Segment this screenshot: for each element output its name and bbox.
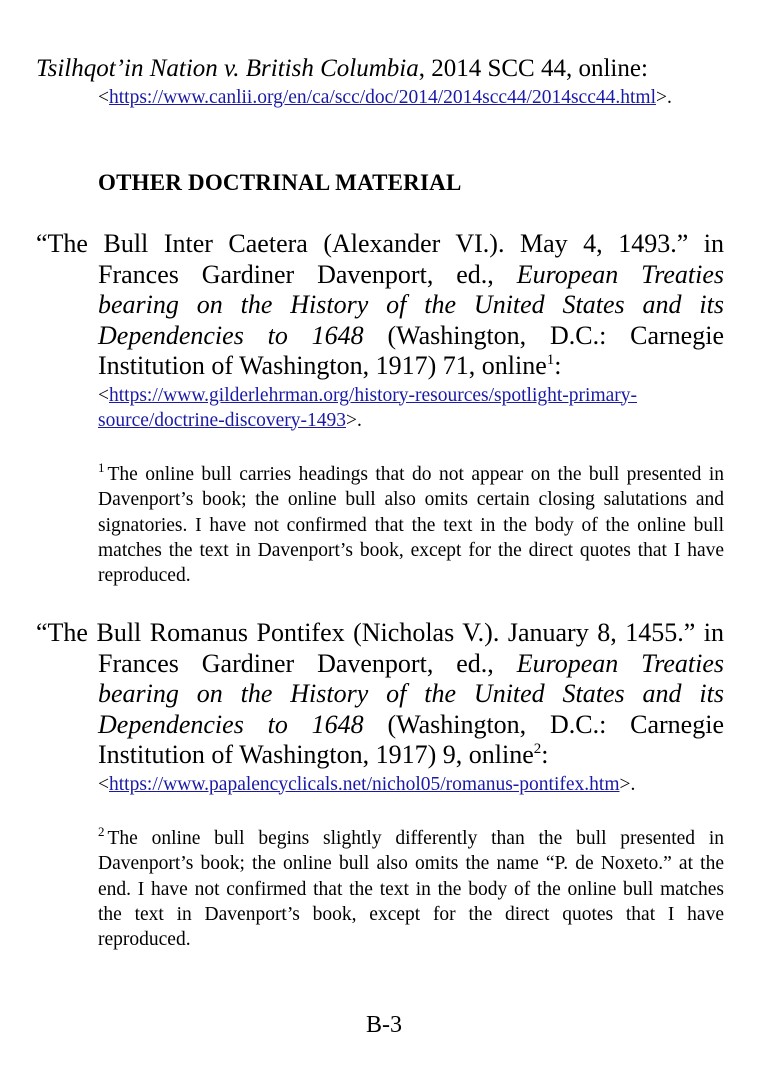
footnote-2 bbox=[98, 826, 724, 952]
inter-caetera-publication: (Washington, D.C.: Carnegie Institution of Washington, 1917) 71, online bbox=[98, 320, 724, 380]
gilderlehrman-link[interactable]: https://www.gilderlehrman.org/history-resources/spotlight-primary-source/doctrine-discovery-1493 bbox=[98, 384, 638, 431]
url-line-tsilhqotin bbox=[98, 85, 724, 110]
romanus-pontifex-book-title: European Treaties bearing on the History of the United States and its Dependencies to 1648 bbox=[98, 648, 724, 739]
url-open-bracket: < bbox=[98, 384, 109, 406]
page-number: B-3 bbox=[366, 1012, 402, 1038]
url-open-bracket: < bbox=[98, 87, 109, 108]
url-close-bracket: >. bbox=[346, 409, 362, 431]
url-open-bracket: < bbox=[98, 773, 109, 795]
romanus-pontifex-colon: : bbox=[541, 740, 549, 769]
url-line-romanus-pontifex bbox=[98, 772, 724, 797]
inter-caetera-title: “The Bull Inter Caetera (Alexander VI.). May 4, 1493.” in Frances Gardiner Davenport, ed., bbox=[36, 229, 724, 289]
url-line-inter-caetera bbox=[98, 383, 724, 433]
reference-romanus-pontifex bbox=[36, 618, 724, 797]
footnote-ref-2[interactable]: 2 bbox=[533, 741, 542, 757]
section-heading: OTHER DOCTRINAL MATERIAL bbox=[98, 170, 462, 195]
footnote-number: 2 bbox=[98, 824, 105, 839]
inter-caetera-colon: : bbox=[554, 351, 562, 380]
reference-tsilhqotin bbox=[36, 54, 724, 110]
reference-inter-caetera bbox=[36, 229, 724, 433]
papalencyclicals-link[interactable]: https://www.papalencyclicals.net/nichol05/romanus-pontifex.htm bbox=[109, 773, 620, 795]
canlii-link[interactable]: https://www.canlii.org/en/ca/scc/doc/2014/2014scc44/2014scc44.html bbox=[109, 87, 656, 108]
footnote-number: 1 bbox=[98, 460, 105, 475]
case-name: Tsilhqot’in Nation v. British Columbia bbox=[36, 55, 419, 82]
footnote-ref-1[interactable]: 1 bbox=[546, 352, 555, 368]
romanus-pontifex-publication: (Washington, D.C.: Carnegie Institution of Washington, 1917) 9, online bbox=[98, 709, 724, 769]
case-citation: , 2014 SCC 44, online: bbox=[418, 55, 648, 82]
inter-caetera-book-title: European Treaties bearing on the History of the United States and its Dependencies to 1648 bbox=[98, 259, 724, 350]
footnote-text: The online bull carries headings that do not appear on the bull presented in Davenport’s book; the online bull also omits certain closing salutations and signatories. I have not confirmed that the text in the body of the online bull matches the text in Davenport’s book, except for the direct quotes that I have reproduced. bbox=[98, 464, 724, 587]
footnote-text: The online bull begins slightly differently than the bull presented in Davenport’s book; the online bull also omits the name “P. de Noxeto.” at the end. I have not confirmed that the text in the body of the online bull matches the text in Davenport’s book, except for the direct quotes that I have reproduced. bbox=[98, 828, 724, 951]
romanus-pontifex-title: “The Bull Romanus Pontifex (Nicholas V.). January 8, 1455.” in Frances Gardiner Davenport, ed., bbox=[36, 618, 724, 678]
url-close-bracket: >. bbox=[619, 773, 636, 795]
url-close-bracket: >. bbox=[655, 87, 672, 108]
footnote-1 bbox=[98, 462, 724, 588]
